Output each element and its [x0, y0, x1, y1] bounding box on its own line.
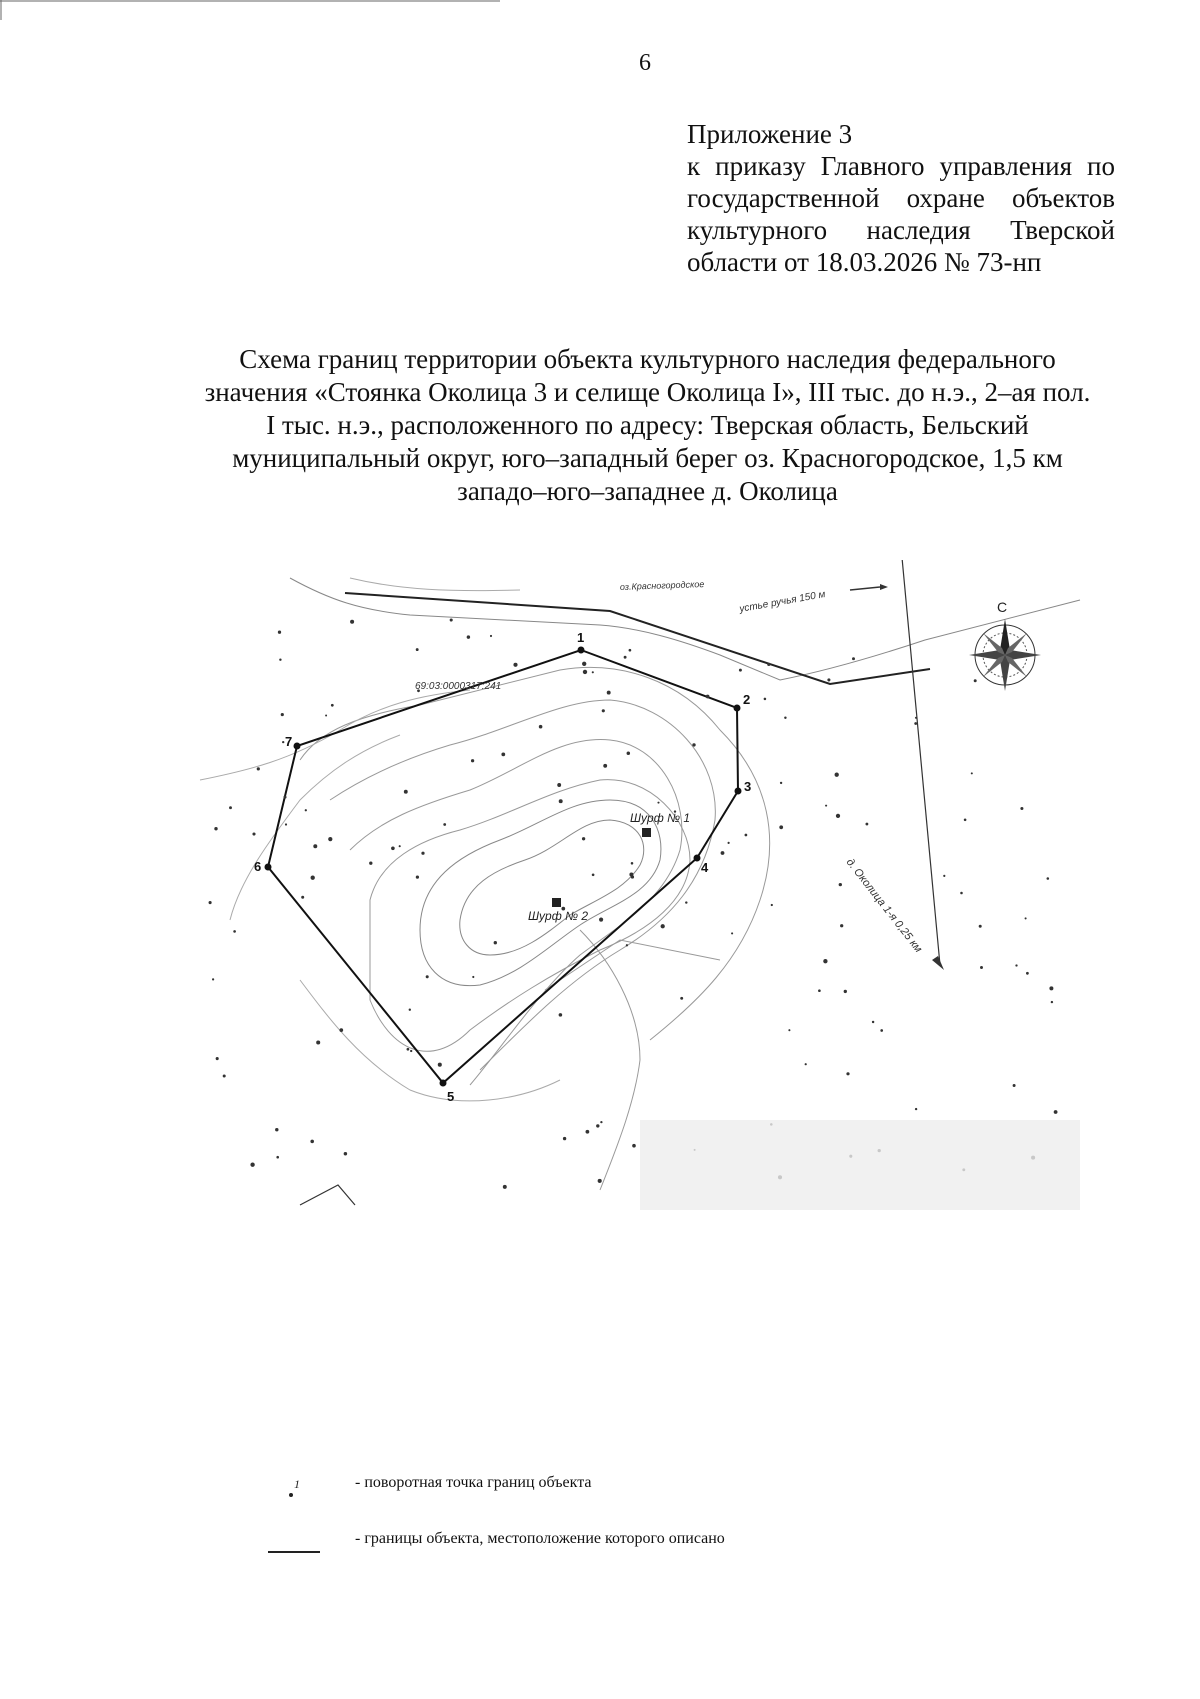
title-line: Схема границ территории объекта культурного наследия федерального [239, 344, 1056, 374]
survey-dot [283, 796, 286, 799]
page-edge-marks [0, 0, 520, 20]
survey-dot [233, 930, 236, 933]
survey-dot [501, 753, 505, 757]
survey-dot [214, 827, 217, 830]
survey-dot [490, 635, 492, 637]
stream-arrow-head [880, 584, 888, 590]
survey-dot [416, 648, 419, 651]
contour-line [300, 980, 560, 1101]
survey-dot [914, 722, 917, 725]
survey-dot [657, 802, 659, 804]
survey-dot [416, 875, 419, 878]
survey-dot [285, 823, 287, 825]
survey-dot [310, 1140, 314, 1144]
survey-dot [631, 862, 634, 865]
survey-dot [872, 1021, 874, 1023]
survey-dot [823, 959, 827, 963]
legend-point-number: 1 [294, 1477, 300, 1491]
survey-dot [1020, 807, 1023, 810]
title-line: западо–юго–западнее д. Околица [457, 476, 838, 506]
survey-dot [1026, 972, 1029, 975]
survey-dot [731, 932, 733, 934]
turning-point-6 [265, 864, 272, 871]
survey-dot [1013, 1084, 1016, 1087]
survey-dot [767, 663, 770, 666]
pit-2-marker [552, 898, 561, 907]
survey-dot [852, 657, 855, 660]
survey-dot [631, 875, 634, 878]
turning-point-3 [735, 788, 742, 795]
survey-dot [607, 691, 611, 695]
survey-dot [212, 978, 214, 980]
survey-dot [632, 1144, 636, 1148]
survey-dot [216, 1057, 219, 1060]
survey-dot [399, 845, 401, 847]
appendix-line: Приложение 3 [687, 119, 853, 149]
survey-dot [275, 1128, 278, 1131]
survey-dot [281, 713, 284, 716]
shoreline-upper [350, 578, 520, 591]
survey-dot [846, 1072, 849, 1075]
survey-dot [539, 725, 543, 729]
appendix-block [687, 118, 1115, 278]
survey-dot [229, 806, 232, 809]
survey-dot [586, 1130, 590, 1134]
stream-label: устье ручья 150 м [738, 589, 827, 615]
survey-dot [827, 678, 830, 681]
survey-dot [745, 834, 748, 837]
road-label: д. Околица 1-я 0,25 км [843, 856, 925, 955]
road-arrow-head [932, 956, 944, 970]
compass-rose-icon [969, 619, 1041, 691]
survey-dot [409, 1009, 411, 1011]
survey-dot [692, 743, 695, 746]
turning-point-5 [440, 1080, 447, 1087]
map-corner-mark [300, 1185, 355, 1205]
survey-dot [592, 671, 594, 673]
survey-dot [706, 695, 710, 699]
survey-dot [836, 814, 840, 818]
title-line: муниципальный округ, юго–западный берег оз. Красногородское, 1,5 км [232, 443, 1063, 473]
survey-dot [1015, 964, 1017, 966]
survey-dot [282, 741, 284, 743]
survey-dot [592, 873, 595, 876]
survey-dot [278, 631, 281, 634]
survey-dot [467, 635, 470, 638]
boundary-line-symbol-icon [260, 1526, 320, 1556]
legend-boundary [260, 1526, 900, 1556]
pit-1-label: Шурф № 1 [630, 811, 691, 825]
boundary-scheme-map [190, 560, 1090, 1220]
survey-dot [443, 823, 446, 826]
survey-dot [426, 975, 429, 978]
survey-dot [450, 618, 453, 621]
survey-dot [728, 842, 730, 844]
survey-dot [721, 851, 725, 855]
survey-dot [316, 1040, 320, 1044]
survey-dot [943, 875, 945, 877]
cadastral-line [200, 690, 470, 780]
survey-dot [780, 782, 782, 784]
survey-dot [410, 1050, 412, 1052]
page-number: 6 [639, 50, 651, 76]
survey-dot [980, 966, 983, 969]
survey-dot [661, 924, 665, 928]
legend-boundary-label: - границы объекта, местоположение которого описано [355, 1530, 725, 1547]
turning-point-label-5: 5 [447, 1089, 455, 1104]
lake-label: оз.Красногородское [619, 579, 705, 592]
survey-dot [880, 1029, 883, 1032]
survey-dot [964, 819, 967, 822]
survey-dot [421, 852, 424, 855]
legend-turning-point [260, 1470, 900, 1500]
survey-dot [344, 1152, 347, 1155]
turning-point-1 [578, 647, 585, 654]
turning-point-label-3: 3 [744, 779, 752, 794]
survey-dot [559, 1013, 563, 1017]
survey-dot [582, 662, 586, 666]
survey-dot [407, 1048, 410, 1051]
survey-dot [1025, 917, 1027, 919]
survey-dot [313, 844, 317, 848]
survey-dot [305, 809, 307, 811]
survey-dot [223, 1074, 226, 1077]
survey-dot [771, 904, 773, 906]
survey-dot [788, 1029, 790, 1031]
map-drawing [190, 560, 1090, 1220]
title-line: I тыс. н.э., расположенного по адресу: Тверская область, Бельский [266, 410, 1029, 440]
turning-point-4 [694, 855, 701, 862]
survey-dot [404, 790, 408, 794]
survey-dot [279, 658, 281, 660]
contour-line [350, 740, 682, 1085]
survey-dot [1047, 877, 1050, 880]
survey-dot [1049, 986, 1053, 990]
pit-2-label: Шурф № 2 [528, 909, 589, 923]
survey-dot [627, 752, 631, 756]
contour-line [230, 735, 400, 920]
survey-dot [915, 1108, 917, 1110]
turning-point-2 [734, 705, 741, 712]
survey-dot [276, 1156, 279, 1159]
hatch-area [640, 1120, 1080, 1210]
survey-dot [369, 862, 372, 865]
turning-point-symbol-icon [260, 1470, 320, 1500]
survey-dot [563, 1137, 566, 1140]
shoreline [290, 578, 1080, 680]
survey-dot [680, 997, 683, 1000]
survey-dot [600, 1121, 602, 1123]
object-boundary [268, 650, 738, 1083]
survey-dot [1054, 1110, 1058, 1114]
survey-dot [825, 805, 827, 807]
turning-point-label-2: 2 [743, 692, 751, 707]
survey-dot [582, 837, 585, 840]
document-title [150, 343, 1145, 508]
contour-line [420, 800, 661, 986]
survey-dot [603, 764, 607, 768]
survey-dot [583, 670, 587, 674]
contour-line [460, 820, 644, 955]
survey-dot [503, 1185, 507, 1189]
survey-dot [685, 901, 687, 903]
road-arrow [850, 560, 940, 965]
survey-dot [438, 1063, 442, 1067]
survey-dot [960, 892, 963, 895]
survey-dot [602, 709, 605, 712]
appendix-line: культурного наследия Тверской [687, 215, 1115, 245]
survey-dot [598, 1179, 602, 1183]
survey-dot [559, 799, 563, 803]
survey-dot [494, 941, 497, 944]
turning-point-7 [294, 743, 301, 750]
turning-point-label-1: 1 [577, 630, 585, 645]
survey-dot [513, 663, 517, 667]
survey-dot [471, 759, 474, 762]
survey-dot [325, 715, 327, 717]
survey-dot [328, 837, 332, 841]
survey-dot [311, 876, 315, 880]
survey-dot [557, 783, 561, 787]
survey-dot [624, 656, 627, 659]
parcel-label: 69:03:0000317:241 [415, 681, 502, 692]
survey-dot [350, 620, 354, 624]
survey-dot [839, 883, 842, 886]
survey-dot [974, 679, 977, 682]
turning-point-label-7: 7 [285, 734, 293, 749]
title-line: значения «Стоянка Околица 3 и селище Околица I», III тыс. до н.э., 2–ая пол. [204, 377, 1091, 407]
legend-turning-point-label: - поворотная точка границ объекта [355, 1474, 592, 1491]
survey-dot [840, 924, 843, 927]
survey-dot [784, 717, 786, 719]
survey-dot [339, 1028, 343, 1032]
turning-point-label-4: 4 [701, 860, 709, 875]
survey-dot [844, 990, 847, 993]
survey-dot [331, 704, 334, 707]
turning-points [254, 630, 751, 1104]
north-label: С [997, 599, 1008, 615]
survey-dot [629, 649, 632, 652]
survey-dot [805, 1063, 807, 1065]
survey-dot [1051, 1001, 1053, 1003]
pit-1-marker [642, 828, 651, 837]
survey-dot [626, 944, 628, 946]
appendix-line: государственной охране объектов [687, 183, 1115, 213]
appendix-line: области от 18.03.2026 № 73-нп [687, 247, 1042, 277]
survey-dot [599, 918, 603, 922]
survey-dot [472, 976, 474, 978]
survey-dot [301, 896, 304, 899]
survey-dot [391, 846, 395, 850]
appendix-line: к приказу Главного управления по [687, 151, 1115, 181]
survey-dot [818, 989, 821, 992]
survey-dot [971, 772, 973, 774]
survey-dot [209, 901, 212, 904]
survey-dot [835, 773, 839, 777]
survey-dot [739, 669, 742, 672]
survey-dot [979, 925, 982, 928]
cadastral-line [580, 930, 640, 1190]
turning-point-label-6: 6 [254, 859, 262, 874]
survey-dot [250, 1163, 254, 1167]
survey-dot [779, 825, 783, 829]
stream-arrow [850, 587, 880, 590]
survey-dot [252, 832, 255, 835]
survey-dot [596, 1124, 599, 1127]
survey-dot [257, 767, 260, 770]
survey-dot [865, 823, 868, 826]
survey-dot [764, 698, 767, 701]
